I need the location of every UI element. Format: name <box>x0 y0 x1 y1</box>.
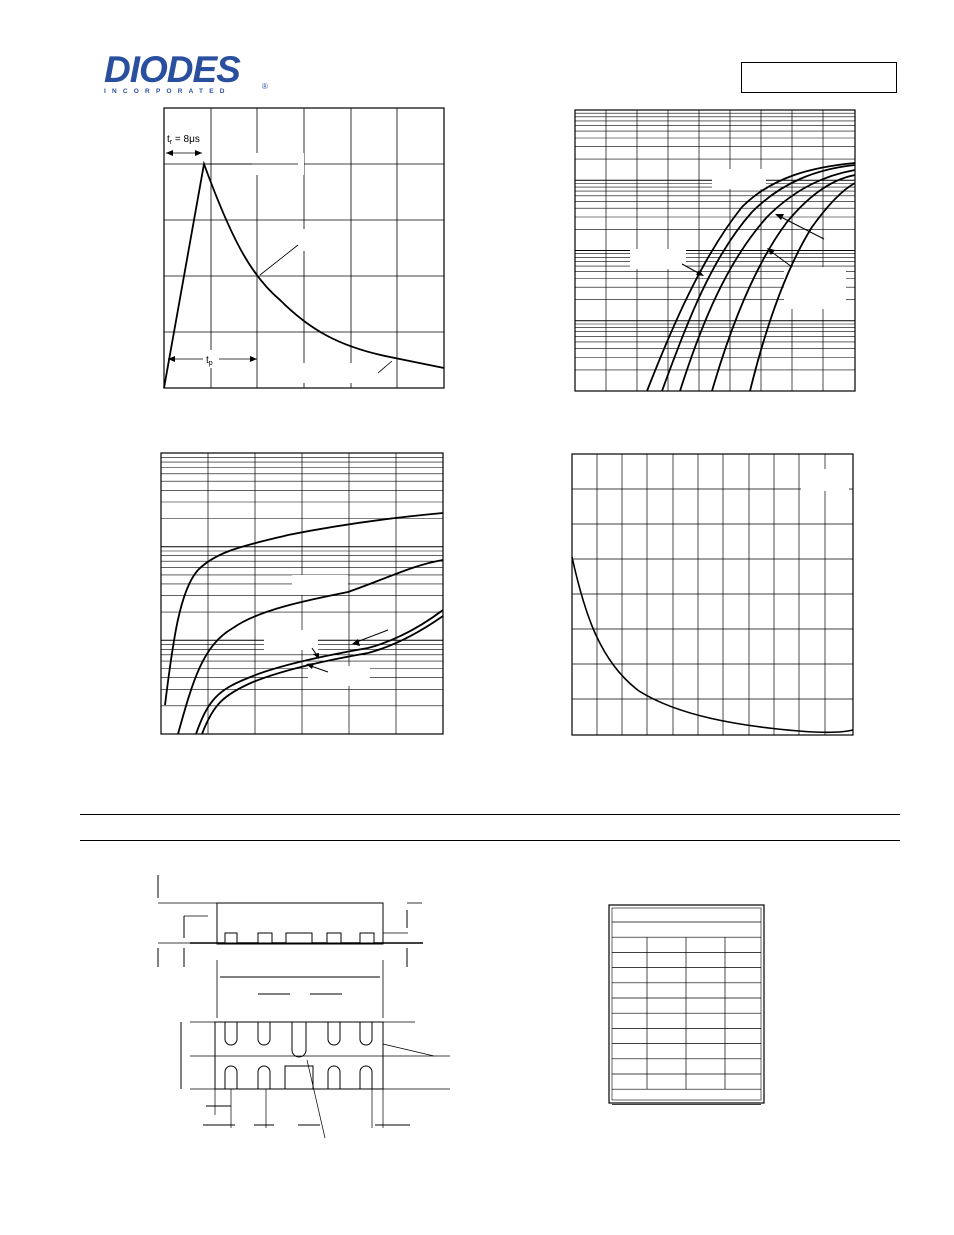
log-rising-chart <box>158 450 446 737</box>
callout-line <box>378 361 392 373</box>
diodes-logo <box>104 50 274 100</box>
pulse-waveform-chart <box>160 105 450 390</box>
chart-grid <box>572 454 853 735</box>
registered-mark: ® <box>262 82 268 91</box>
logo-subtext: INCORPORATED <box>104 88 231 95</box>
tp-label: $t_p$ <box>206 355 213 367</box>
log-family-chart <box>572 107 858 395</box>
label-mask <box>297 363 357 383</box>
package-side-view <box>158 875 423 967</box>
label-mask <box>295 229 315 251</box>
callout-line <box>260 245 298 275</box>
log-grid-rows <box>575 113 855 391</box>
section-rule-bottom <box>80 840 900 841</box>
logo-wordmark: DIODES <box>104 49 240 90</box>
part-number-box <box>741 62 897 93</box>
chart-frame <box>572 454 853 735</box>
package-bottom-view <box>181 960 450 1138</box>
tr-label: $t_r = 8\mu s$ <box>167 134 200 146</box>
decay-chart <box>569 451 857 737</box>
package-dimension-table <box>607 904 767 1106</box>
curve-set <box>165 513 443 734</box>
table-grid <box>612 922 761 1104</box>
decay-curve <box>572 557 853 732</box>
section-rule-top <box>80 814 900 815</box>
package-outline-drawing <box>150 870 450 1140</box>
